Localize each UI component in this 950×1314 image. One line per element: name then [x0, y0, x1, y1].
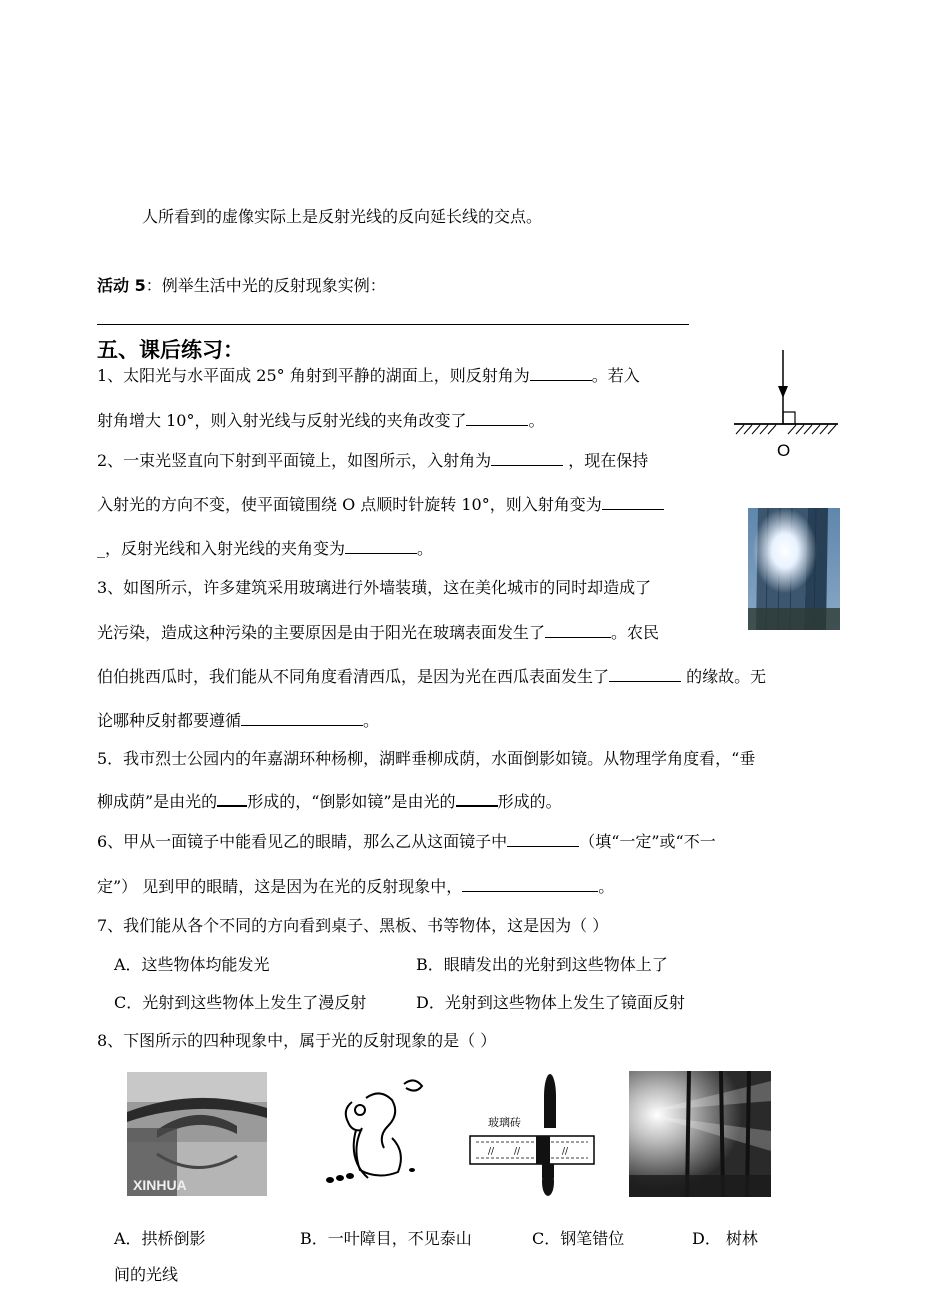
q8-image-glass-block[interactable] — [466, 1074, 600, 1196]
q8-image-leaf-eye[interactable] — [316, 1074, 440, 1196]
q3-line2: 光污染，造成这种污染的主要原因是由于阳光在玻璃表面发生了 。农民 — [97, 623, 660, 642]
point-o-label: O — [777, 441, 791, 460]
q7-option-d[interactable]: D．光射到这些物体上发生了镜面反射 — [416, 993, 685, 1012]
q6-blank-1[interactable] — [507, 830, 579, 847]
q2-blank-1[interactable] — [491, 449, 563, 466]
q3-line1: 3、如图所示，许多建筑采用玻璃进行外墙装璜，这在美化城市的同时却造成了 — [97, 578, 652, 597]
q8-option-c[interactable]: C．钢笔错位 — [532, 1229, 625, 1248]
glass-building-drawing — [748, 508, 840, 630]
q7-option-c[interactable]: C．光射到这些物体上发生了漫反射 — [114, 993, 367, 1012]
q8-option-d-continued: 间的光线 — [114, 1265, 179, 1284]
q7-stem: 7、我们能从各个不同的方向看到桌子、黑板、书等物体，这是因为（ ） — [97, 916, 609, 935]
q8-option-a[interactable]: A．拱桥倒影 — [114, 1229, 206, 1248]
right-angle-mark — [783, 412, 795, 424]
forest-light-drawing — [629, 1071, 771, 1197]
q1-line1: 1、太阳光与水平面成 25° 角射到平静的湖面上，则反射角为 。若入 — [97, 366, 640, 385]
svg-text://: // — [514, 1147, 521, 1157]
q7-option-a[interactable]: A．这些物体均能发光 — [114, 955, 270, 974]
mirror-hatching — [736, 425, 836, 434]
activity-5 — [97, 273, 386, 296]
q8-option-d[interactable]: D． 树林 — [692, 1229, 758, 1248]
q3-blank-1[interactable] — [545, 621, 611, 638]
answer-line — [97, 324, 689, 325]
activity-5-text: ：例举生活中光的反射现象实例： — [145, 276, 386, 295]
q5-blank-1[interactable] — [217, 789, 247, 807]
leaf-eye-drawing — [316, 1074, 440, 1196]
q8-option-b[interactable]: B．一叶障目，不见泰山 — [300, 1229, 472, 1248]
q6-blank-2[interactable] — [462, 875, 598, 892]
activity-5-label: 活动 5 — [97, 276, 146, 295]
q8-image-bridge[interactable] — [127, 1072, 267, 1196]
section-title: 五、课后练习： — [97, 338, 244, 362]
q8-stem: 8、下图所示的四种现象中，属于光的反射现象的是（ ） — [97, 1031, 497, 1050]
glass-block-label: 玻璃砖 — [488, 1116, 521, 1129]
q6-line1: 6、甲从一面镜子中能看见乙的眼睛，那么乙从这面镜子中 （填“一定”或“不一 — [97, 832, 716, 851]
xinhua-watermark: XINHUA — [133, 1177, 187, 1193]
svg-text://: // — [488, 1147, 495, 1157]
q8-image-forest-light[interactable] — [629, 1071, 771, 1197]
bridge-drawing — [127, 1072, 267, 1196]
svg-text://: // — [562, 1147, 569, 1157]
q2-blank-3[interactable] — [345, 537, 417, 554]
q2-line2: 入射光的方向不变，使平面镜围绕 O 点顺时针旋转 10°，则入射角变为 — [97, 492, 664, 515]
intro-line: 人所看到的虚像实际上是反射光线的反向延长线的交点。 — [142, 207, 543, 226]
q7-option-b[interactable]: B．眼睛发出的光射到这些物体上了 — [416, 955, 668, 974]
q6-line2: 定”） 见到甲的眼睛，这是因为在光的反射现象中， 。 — [97, 877, 615, 896]
q2-line1: 2、一束光竖直向下射到平面镜上，如图所示，入射角为 ，现在保持 — [97, 451, 649, 470]
q3-line3: 伯伯挑西瓜时，我们能从不同角度看清西瓜，是因为光在西瓜表面发生了 的缘故。无 — [97, 667, 767, 686]
ray-arrow — [778, 386, 788, 398]
q5-line1: 5．我市烈士公园内的年嘉湖环种杨柳，湖畔垂柳成荫，水面倒影如镜。从物理学角度看，“垂 — [97, 749, 756, 768]
q2-blank-2[interactable] — [602, 493, 664, 510]
q5-blank-2[interactable] — [456, 789, 498, 807]
q1-blank-1[interactable] — [530, 364, 592, 381]
q3-blank-2[interactable] — [609, 665, 681, 682]
q2-line3: _，反射光线和入射光线的夹角变为 。 — [97, 539, 434, 558]
q3-blank-3[interactable] — [241, 709, 363, 726]
q5-line2: 柳成荫”是由光的 形成的，“倒影如镜”是由光的 形成的。 — [97, 789, 562, 812]
q1-blank-2[interactable] — [466, 409, 528, 426]
glass-block-drawing — [466, 1074, 600, 1196]
glass-building-photo — [748, 508, 840, 630]
q1-line2: 射角增大 10°，则入射光线与反射光线的夹角改变了 。 — [97, 411, 545, 430]
mirror-ray-diagram — [728, 350, 844, 460]
q3-line4: 论哪种反射都要遵循 。 — [97, 711, 380, 730]
